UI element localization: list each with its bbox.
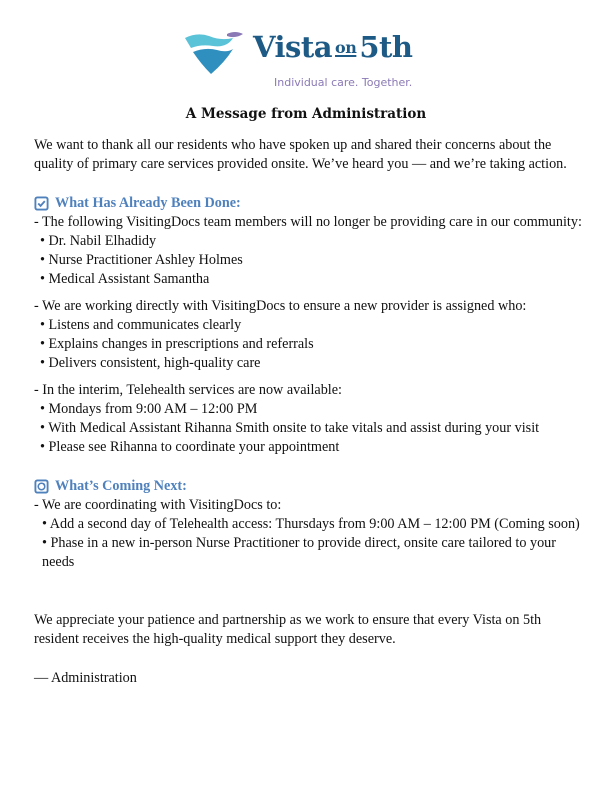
page-title: A Message from Administration [185, 106, 427, 122]
brand-name-vista: Vista [253, 30, 333, 64]
wave-logo-icon [183, 28, 245, 76]
list-item: • Add a second day of Telehealth access: Thursdays from 9:00 AM – 12:00 PM (Coming soon) [42, 516, 580, 532]
document-body [34, 136, 584, 688]
signature: — Administration [34, 670, 137, 686]
list-item: • Mondays from 9:00 AM – 12:00 PM [40, 401, 258, 417]
group-lead: - We are working directly with VisitingDocs to ensure a new provider is assigned who: [34, 298, 527, 314]
list-item: • Explains changes in prescriptions and referrals [40, 336, 314, 352]
section-heading-text: What’s Coming Next: [55, 478, 187, 494]
group-lead: - The following VisitingDocs team members will no longer be providing care in our community: [34, 214, 582, 230]
list-item: • Please see Rihanna to coordinate your appointment [40, 439, 340, 455]
list-item: • Dr. Nabil Elhadidy [40, 233, 157, 249]
group-lead: - We are coordinating with VisitingDocs to: [34, 497, 282, 513]
section-heading-text: What Has Already Been Done: [55, 195, 241, 211]
group-lead: - In the interim, Telehealth services are now available: [34, 382, 342, 398]
list-item: • With Medical Assistant Rihanna Smith onsite to take vitals and assist during your visit [40, 420, 540, 436]
brand-tagline: Individual care. Together. [274, 76, 413, 89]
brand-name-on: on [335, 38, 357, 57]
closing-paragraph: We appreciate your patience and partnership as we work to ensure that every Vista on 5th resident receives the high-quality medical support they deserve. [34, 612, 542, 647]
list-item: • Delivers consistent, high-quality care [40, 355, 261, 371]
list-item: • Medical Assistant Samantha [40, 271, 210, 287]
list-item: • Nurse Practitioner Ashley Holmes [40, 252, 243, 268]
section-heading-next [34, 477, 584, 496]
logo [183, 26, 433, 96]
checkbox-icon [34, 196, 49, 211]
intro-paragraph: We want to thank all our residents who have spoken up and shared their concerns about the quality of primary care services provided onsite. We’ve heard you — and we’re taking action. [34, 137, 567, 172]
brand-name-5th: 5th [359, 30, 413, 64]
list-item: • Phase in a new in-person Nurse Practitioner to provide direct, onsite care tailored to your needs [42, 535, 556, 570]
brand-wordmark [253, 30, 413, 64]
list-item: • Listens and communicates clearly [40, 317, 242, 333]
section-heading-done [34, 194, 584, 213]
repeat-icon [34, 479, 49, 494]
